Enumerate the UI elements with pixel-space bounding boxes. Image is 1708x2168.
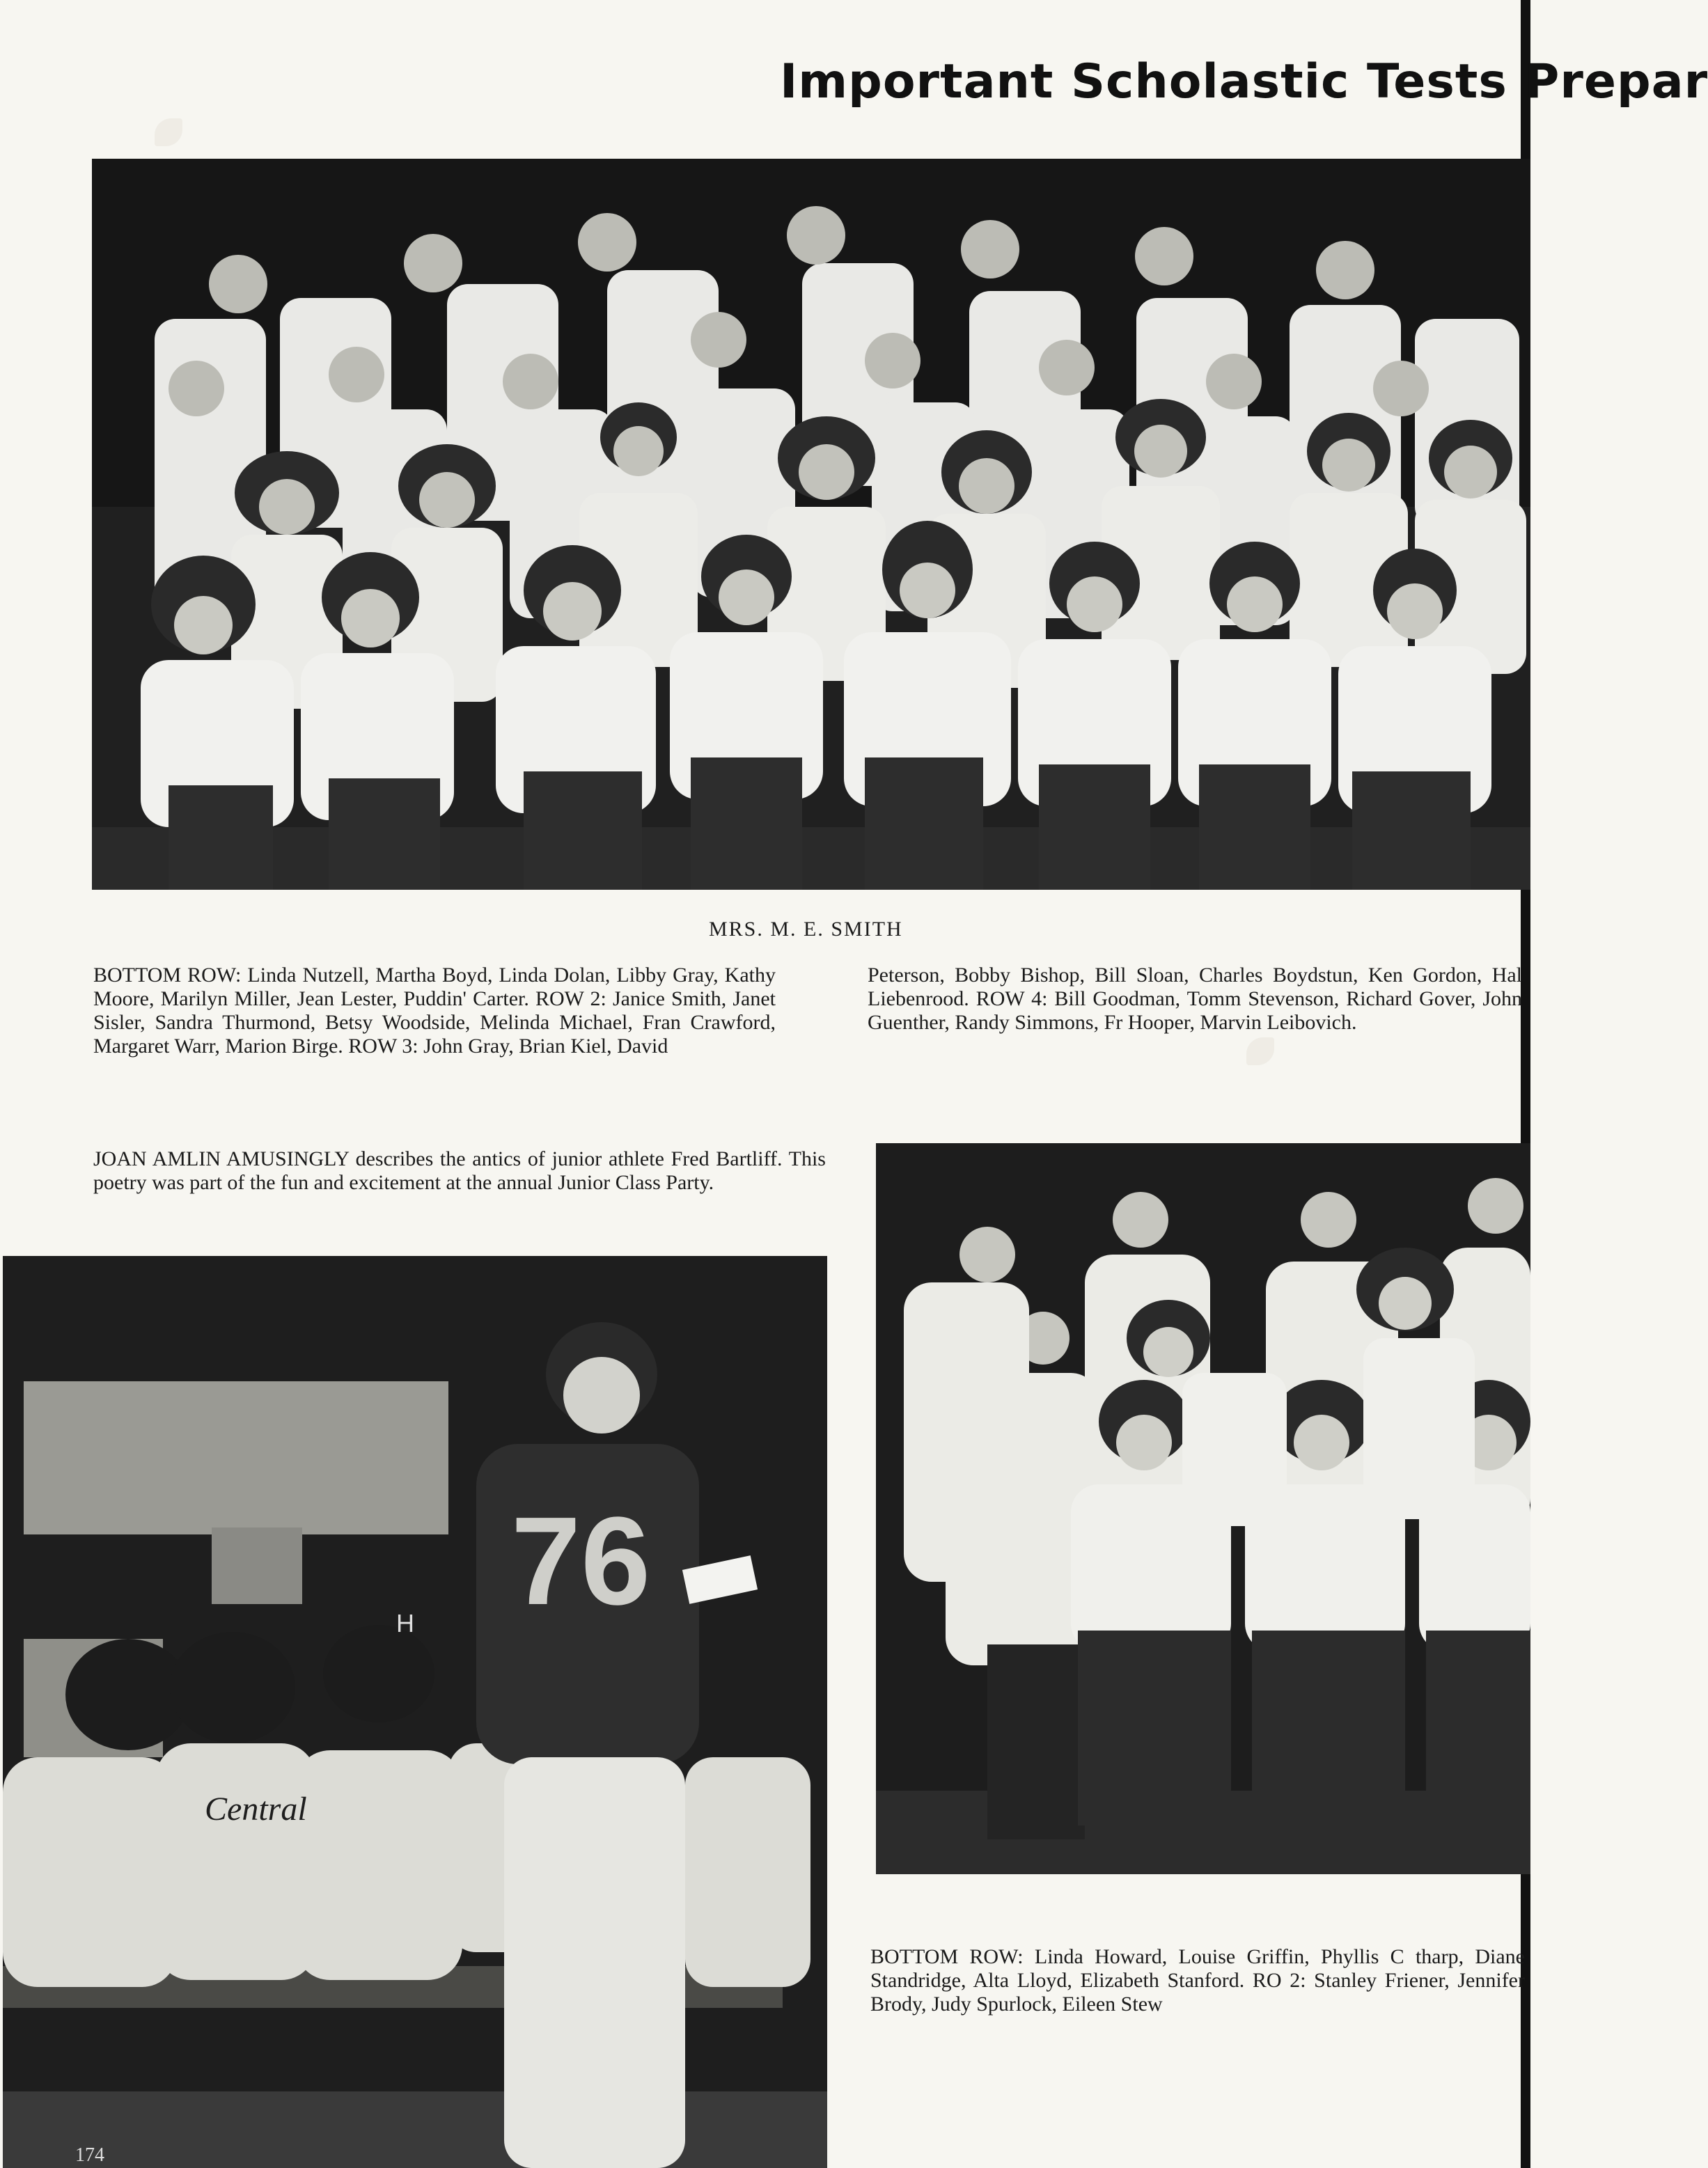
main-group-photo — [92, 159, 1530, 890]
party-photo — [3, 1256, 827, 2168]
second-photo-names: BOTTOM ROW: Linda Howard, Louise Griffin, Phyllis C tharp, Diane Standridge, Alta Lloyd, Elizabeth Stanford. RO 2: Stanley Friener, Jennifer Brody, Judy Spurlock, Eileen Stew — [870, 1945, 1525, 2016]
jersey-number: 76 — [511, 1491, 651, 1631]
watermark-leaf — [155, 118, 182, 146]
page-headline: Important Scholastic Tests Prepar — [780, 54, 1708, 109]
cap-letter: H — [396, 1609, 414, 1637]
watermark-leaf — [1246, 1037, 1274, 1065]
page-number: 174 — [75, 2144, 104, 2166]
group-photo-illustration — [92, 159, 1530, 890]
party-photo-illustration — [3, 1256, 827, 2168]
second-group-photo-illustration — [876, 1143, 1530, 1874]
uniform-lettering: Central — [205, 1791, 307, 1828]
main-photo-names-column-2: Peterson, Bobby Bishop, Bill Sloan, Charles Boydstun, Ken Gordon, Hal Liebenrood. ROW 4: Bill Goodman, Tomm Stevenson, Richard Gover, John Guenther, Randy Simmons, Fr Hooper, Marvin Leibovich. — [868, 964, 1522, 1034]
main-photo-names-column-1: BOTTOM ROW: Linda Nutzell, Martha Boyd, Linda Dolan, Libby Gray, Kathy Moore, Marilyn Miller, Jean Lester, Puddin' Carter. ROW 2: Janice Smith, Janet Sisler, Sandra Thurmond, Betsy Woodside, Melinda Michael, Fran Crawford, Margaret Warr, Marion Birge. ROW 3: John Gray, Brian Kiel, David — [93, 964, 776, 1058]
sponsor-caption: MRS. M. E. SMITH — [709, 918, 903, 941]
party-photo-caption: JOAN AMLIN AMUSINGLY describes the antics of junior athlete Fred Bartliff. This poetry was part of the fun and excitement at the annual Junior Class Party. — [93, 1147, 826, 1194]
second-group-photo — [876, 1143, 1530, 1874]
